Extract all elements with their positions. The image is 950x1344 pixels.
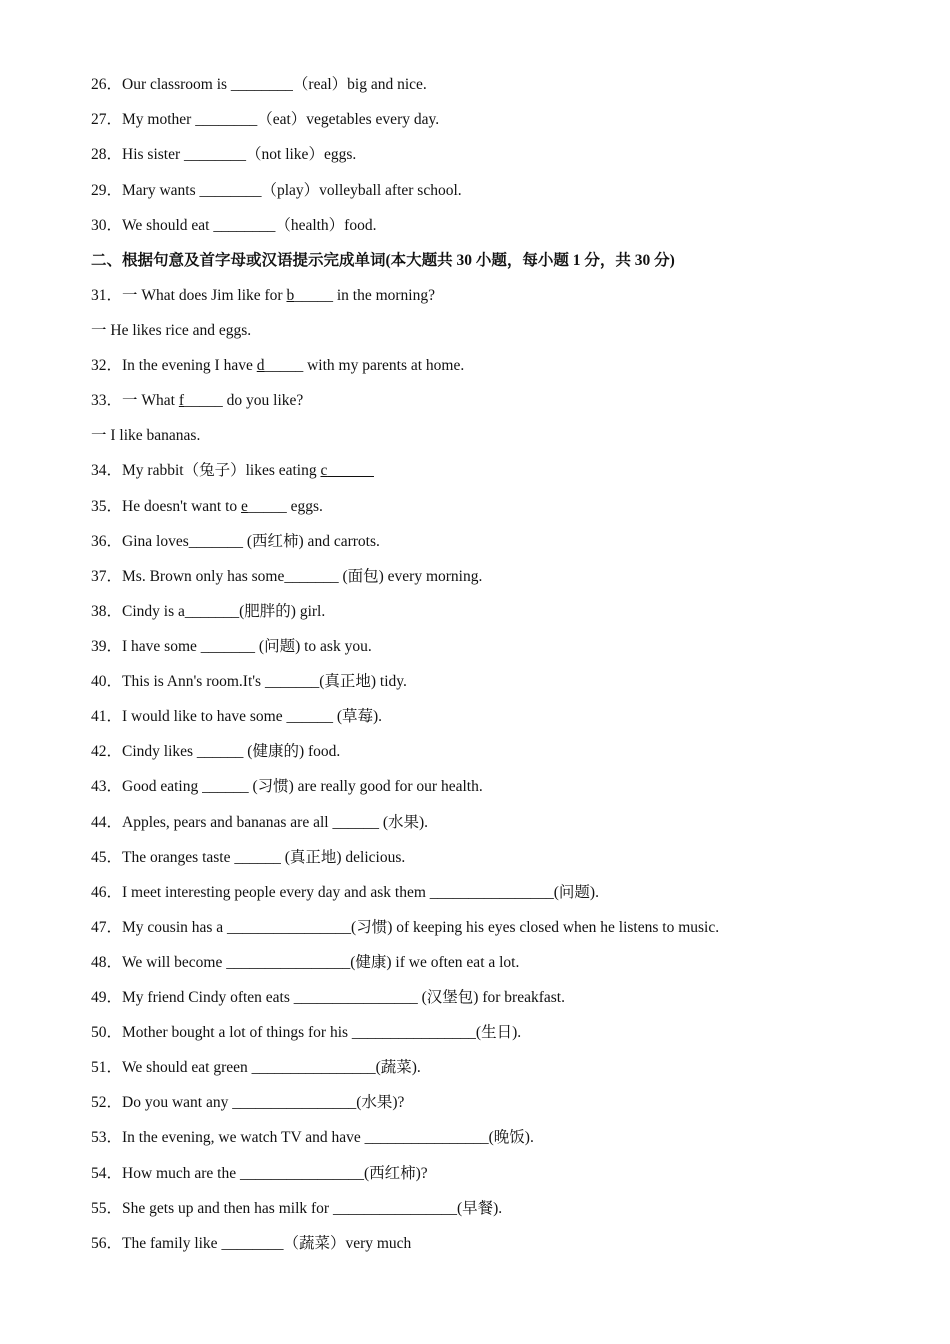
question-36: 36．Gina loves_______ (西红柿) and carrots. <box>91 533 380 550</box>
question-28: 28．His sister ________（not like）eggs. <box>91 146 357 163</box>
question-46: 46．I meet interesting people every day and ask them ________________(问题). <box>91 884 599 901</box>
question-44: 44．Apples, pears and bananas are all ______ (水果). <box>91 814 429 831</box>
question-45: 45．The oranges taste ______ (真正地) delicious. <box>91 849 406 866</box>
question-40: 40．This is Ann's room.It's _______(真正地) tidy. <box>91 673 407 690</box>
question-53: 53．In the evening, we watch TV and have ________________(晚饭). <box>91 1129 534 1146</box>
question-54: 54．How much are the ________________(西红柿)? <box>91 1165 428 1182</box>
question-51: 51．We should eat green ________________(蔬菜). <box>91 1059 421 1076</box>
hint-letter: c <box>320 462 328 479</box>
question-30: 30．We should eat ________（health）food. <box>91 217 377 234</box>
question-38: 38．Cindy is a_______(肥胖的) girl. <box>91 603 326 620</box>
section-heading: 二、根据句意及首字母或汉语提示完成单词(本大题共 30 小题，每小题 1 分，共 30 分) <box>91 252 675 269</box>
question-31-answer-line: 一 He likes rice and eggs. <box>91 322 252 339</box>
hint-letter: e <box>241 498 248 515</box>
hint-letter: b <box>286 287 295 304</box>
question-27: 27．My mother ________（eat）vegetables every day. <box>91 111 440 128</box>
question-48: 48．We will become ________________(健康) if we often eat a lot. <box>91 954 520 971</box>
question-47: 47．My cousin has a ________________(习惯) of keeping his eyes closed when he listens to music. <box>91 919 720 936</box>
question-33: 33．一 What f_____ do you like? <box>91 392 304 409</box>
question-50: 50．Mother bought a lot of things for his ________________(生日). <box>91 1024 522 1041</box>
question-41: 41．I would like to have some ______ (草莓). <box>91 708 383 725</box>
question-43: 43．Good eating ______ (习惯) are really good for our health. <box>91 778 483 795</box>
question-52: 52．Do you want any ________________(水果)? <box>91 1094 405 1111</box>
question-42: 42．Cindy likes ______ (健康的) food. <box>91 743 341 760</box>
question-39: 39．I have some _______ (问题) to ask you. <box>91 638 372 655</box>
question-26: 26．Our classroom is ________（real）big and nice. <box>91 76 427 93</box>
question-31: 31．一 What does Jim like for b_____ in the morning? <box>91 287 435 304</box>
question-33-answer-line: 一 I like bananas. <box>91 427 201 444</box>
hint-letter: f <box>178 392 185 409</box>
question-34: 34．My rabbit（兔子）likes eating c______ <box>91 462 374 479</box>
question-29: 29．Mary wants ________（play）volleyball after school. <box>91 182 462 199</box>
question-37: 37．Ms. Brown only has some_______ (面包) every morning. <box>91 568 483 585</box>
question-35: 35．He doesn't want to e_____ eggs. <box>91 498 323 515</box>
question-55: 55．She gets up and then has milk for ________________(早餐). <box>91 1200 503 1217</box>
question-49: 49．My friend Cindy often eats ________________ (汉堡包) for breakfast. <box>91 989 565 1006</box>
question-56: 56．The family like ________（蔬菜）very much <box>91 1235 412 1252</box>
hint-letter: d <box>256 357 265 374</box>
question-32: 32．In the evening I have d_____ with my parents at home. <box>91 357 465 374</box>
